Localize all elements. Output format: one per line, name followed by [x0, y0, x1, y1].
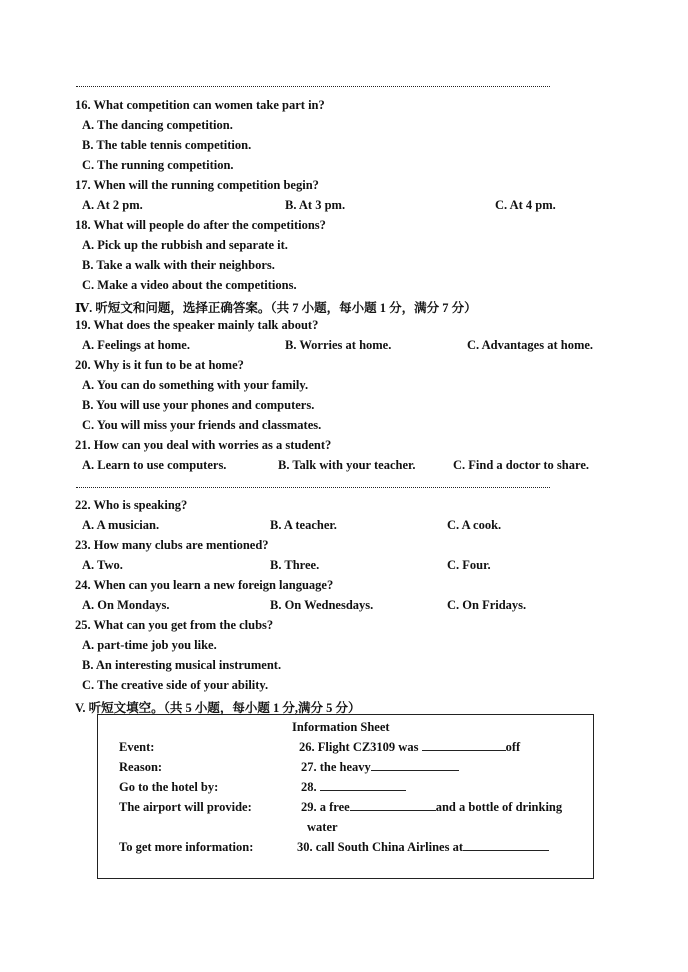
- information-sheet-box: [97, 714, 594, 879]
- info-item-28: [301, 780, 406, 795]
- option-16a: A. The dancing competition.: [82, 118, 233, 132]
- option-22c: C. A cook.: [447, 518, 502, 532]
- option-17b: B. At 3 pm.: [285, 198, 346, 212]
- option-21a: A. Learn to use computers.: [82, 458, 227, 472]
- question-23: 23. How many clubs are mentioned?: [75, 538, 269, 552]
- info-item-26-suffix: off: [505, 740, 521, 754]
- information-sheet-title: Information Sheet: [292, 720, 390, 734]
- section-4-heading: Ⅳ. 听短文和问题，选择正确答案。（共 7 小题，每小题 1 分，满分 7 分）: [75, 301, 477, 315]
- info-label-provide: The airport will provide:: [119, 800, 252, 814]
- option-25c: C. The creative side of your ability.: [82, 678, 269, 692]
- answer-blank-29[interactable]: [350, 800, 436, 811]
- info-item-26-text: 26. Flight CZ3109 was: [299, 740, 419, 754]
- question-18: 18. What will people do after the competitions?: [75, 218, 326, 232]
- option-17a: A. At 2 pm.: [82, 198, 143, 212]
- option-21c: C. Find a doctor to share.: [453, 458, 589, 472]
- option-24c: C. On Fridays.: [447, 598, 527, 612]
- option-19c: C. Advantages at home.: [467, 338, 594, 352]
- info-item-30: [297, 840, 549, 855]
- info-item-26: [299, 740, 520, 755]
- option-20c: C. You will miss your friends and classmates.: [82, 418, 322, 432]
- answer-blank-27[interactable]: [371, 760, 459, 771]
- answer-blank-28[interactable]: [320, 780, 406, 791]
- option-22a: A. A musician.: [82, 518, 160, 532]
- question-21: 21. How can you deal with worries as a student?: [75, 438, 332, 452]
- option-19a: A. Feelings at home.: [82, 338, 190, 352]
- question-25: 25. What can you get from the clubs?: [75, 618, 274, 632]
- answer-blank-30[interactable]: [463, 840, 549, 851]
- option-20b: B. You will use your phones and computers.: [82, 398, 315, 412]
- info-item-27-text: 27. the heavy: [301, 760, 371, 774]
- question-16: 16. What competition can women take part in?: [75, 98, 325, 112]
- option-23a: A. Two.: [82, 558, 123, 572]
- option-23b: B. Three.: [270, 558, 320, 572]
- option-23c: C. Four.: [447, 558, 491, 572]
- info-label-hotel: Go to the hotel by:: [119, 780, 219, 794]
- info-label-more-info: To get more information:: [119, 840, 254, 854]
- question-17: 17. When will the running competition begin?: [75, 178, 319, 192]
- answer-blank-26[interactable]: [422, 740, 506, 751]
- option-17c: C. At 4 pm.: [495, 198, 556, 212]
- dotted-separator: [76, 487, 550, 488]
- option-18b: B. Take a walk with their neighbors.: [82, 258, 275, 272]
- section-5-heading: V. 听短文填空。（共 5 小题，每小题 1 分,满分 5 分）: [75, 701, 361, 715]
- question-22: 22. Who is speaking?: [75, 498, 188, 512]
- info-item-29: [301, 800, 562, 815]
- option-19b: B. Worries at home.: [285, 338, 392, 352]
- option-24b: B. On Wednesdays.: [270, 598, 374, 612]
- option-22b: B. A teacher.: [270, 518, 337, 532]
- info-label-reason: Reason:: [119, 760, 163, 774]
- option-25a: A. part-time job you like.: [82, 638, 217, 652]
- option-20a: A. You can do something with your family.: [82, 378, 309, 392]
- info-item-28-text: 28.: [301, 780, 317, 794]
- option-18c: C. Make a video about the competitions.: [82, 278, 297, 292]
- question-24: 24. When can you learn a new foreign language?: [75, 578, 334, 592]
- info-item-29-text: 29. a free: [301, 800, 350, 814]
- dotted-separator: [76, 86, 550, 87]
- option-24a: A. On Mondays.: [82, 598, 170, 612]
- option-21b: B. Talk with your teacher.: [278, 458, 416, 472]
- info-item-29-suffix: and a bottle of drinking: [435, 800, 563, 814]
- info-item-29-continued: water: [307, 820, 338, 834]
- option-25b: B. An interesting musical instrument.: [82, 658, 282, 672]
- info-item-27: [301, 760, 459, 775]
- option-16b: B. The table tennis competition.: [82, 138, 252, 152]
- option-18a: A. Pick up the rubbish and separate it.: [82, 238, 288, 252]
- question-19: 19. What does the speaker mainly talk about?: [75, 318, 319, 332]
- question-20: 20. Why is it fun to be at home?: [75, 358, 244, 372]
- option-16c: C. The running competition.: [82, 158, 234, 172]
- info-item-30-text: 30. call South China Airlines at: [297, 840, 463, 854]
- info-label-event: Event:: [119, 740, 155, 754]
